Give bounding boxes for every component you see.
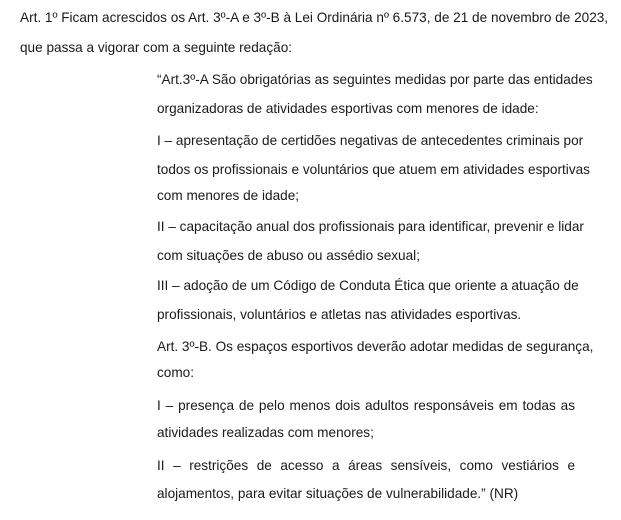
art3a-caput-line-2: organizadoras de atividades esportivas com menores de idade: xyxy=(157,101,539,116)
intro-line-1: Art. 1º Ficam acrescidos os Art. 3º-A e 3º-B à Lei Ordinária nº 6.573, de 21 de novembro de 2023, xyxy=(20,10,609,25)
art3b-item-2-line-1: II – restrições de acesso a áreas sensíveis, como vestiários e xyxy=(157,458,575,473)
art3b-item-2-line-2: alojamentos, para evitar situações de vulnerabilidade.” (NR) xyxy=(157,486,519,501)
intro-line-2: que passa a vigorar com a seguinte redação: xyxy=(20,40,293,55)
art3a-item-1-line-1: I – apresentação de certidões negativas de antecedentes criminais por xyxy=(157,133,584,148)
art3a-item-1-line-2: todos os profissionais e voluntários que atuem em atividades esportivas xyxy=(157,162,590,177)
art3a-item-3-line-1: III – adoção de um Código de Conduta Ética que oriente a atuação de xyxy=(157,278,579,293)
art3b-item-1-line-1: I – presença de pelo menos dois adultos responsáveis em todas as xyxy=(157,398,575,413)
art3a-item-1-line-3: com menores de idade; xyxy=(157,188,300,203)
art3a-item-2-line-2: com situações de abuso ou assédio sexual; xyxy=(157,248,420,263)
art3b-caput-line-2: como: xyxy=(157,365,195,380)
art3a-caput-line-1: “Art.3º-A São obrigatórias as seguintes medidas por parte das entidades xyxy=(157,72,593,87)
art3a-item-3-line-2: profissionais, voluntários e atletas nas atividades esportivas. xyxy=(157,307,522,322)
art3b-caput-line-1: Art. 3º-B. Os espaços esportivos deverão adotar medidas de segurança, xyxy=(157,339,594,354)
art3b-item-1-line-2: atividades realizadas com menores; xyxy=(157,425,374,440)
art3a-item-2-line-1: II – capacitação anual dos profissionais para identificar, prevenir e lidar xyxy=(157,219,584,234)
